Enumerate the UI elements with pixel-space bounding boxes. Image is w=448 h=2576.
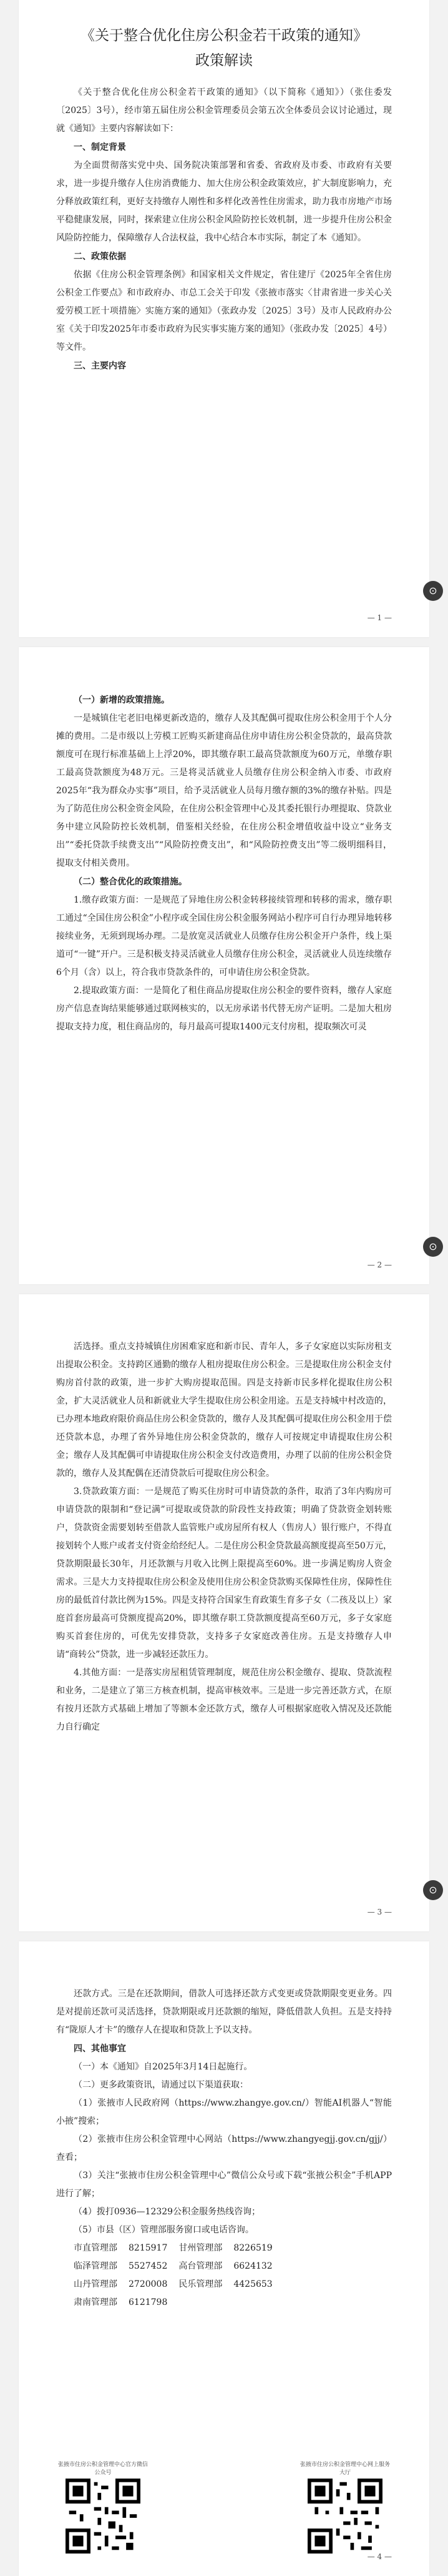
office-name: 民乐管理部 [178,2279,223,2289]
office-name: 肃南管理部 [74,2297,117,2307]
qr-caption: 张掖市住房公积金管理中心网上服务大厅 [299,2462,390,2476]
new-measures-paragraph: 一是城镇住宅老旧电梯更新改造的，缴存人及其配偶可提取住房公积金用于个人分摊的费用。二是市级以上劳模工匠购买新建商品住房申请住房公积金贷款的，最高贷款额度可在现行标准基础上上浮20%，即其缴存职工最高贷款额度为60万元，单缴存职工最高贷款额度为48万元。三是将灵活就业人员缴存住房公积金纳入市委、市政府2025年“我为群众办实事”项目，给予灵活就业人员每月缴存额的3%的缴存补贴。四是为了防范住房公积金资金风险，在住房公积金管理中心及其委托银行办理提取、贷款业务中建立风险防控长效机制，借鉴相关经验，在住房公积金增值收益中设立“业务支出”“委托贷款手续费支出”“风险防控费支出”，和“风险防控费支出”等二级明细科目，提取支付相关费用。 [56,713,392,868]
channel-5: （5）市县（区）管理部服务窗口或电话咨询。 [74,2225,254,2235]
floating-action-icon[interactable]: ⊙ [423,1880,443,1900]
office-name: 临泽管理部 [74,2261,117,2271]
floating-action-icon[interactable]: ⊙ [423,1237,443,1257]
effective-date-paragraph: （一）本《通知》自2025年3月14日起施行。 [74,2062,253,2072]
contact-row [74,2239,284,2257]
office-phone[interactable]: 2720008 [129,2279,168,2289]
office-phone[interactable]: 4425653 [233,2279,273,2289]
subsection-heading-new: （一）新增的政策措施。 [74,695,170,705]
office-name: 高台管理部 [178,2261,223,2271]
office-phone[interactable]: 5527452 [129,2261,168,2271]
qr-code-icon[interactable] [66,2479,140,2554]
page-1 [19,0,429,637]
other-policy-paragraph: 4.其他方面：一是落实房屋租赁管理制度，规范住房公积金缴存、提取、贷款流程和业务，二是建立了第三方核查机制，提高审核效率。三是进一步完善还款方式，在原有按月还款方式基础上增加了等额本金还款方式，缴存人可根据家庭收入情况及还款能力自行确定 [56,1668,392,1732]
page-number: — 3 — [367,1908,392,1916]
withdrawal-policy-paragraph: 2.提取政策方面：一是简化了租住商品房提取住房公积金的要件资料，缴存人家庭房产信息查询结果能够通过联网核实的，以无房承诺书代替无房产证明。二是加大租房提取支持力度，租住商品房的，每月最高可提取1400元支付房租，提取频次可灵 [56,986,392,1032]
contact-row [74,2294,284,2312]
office-phone[interactable]: 8226519 [233,2243,273,2253]
subsection-heading-optimized: （二）整合优化的政策措施。 [74,877,187,887]
channel-1: （1）张掖市人民政府网（https://www.zhangye.gov.cn/）智能AI机器人“智能小掖”搜索； [56,2098,392,2126]
background-paragraph: 为全面贯彻落实党中央、国务院决策部署和省委、省政府及市委、市政府有关要求，进一步提升缴存人住房消费能力、加大住房公积金政策效应，扩大制度影响力，充分释放政策红利，更好支持缴存人刚性和多样化改善性住房需求，助力我市房地产市场平稳健康发展，同时，探索建立住房公积金风险防控长效机制，进一步提升住房公积金风险防控能力，保障缴存人合法权益，我中心结合本市实际，制定了本《通知》。 [56,161,392,243]
intro-paragraph: 《关于整合优化住房公积金若干政策的通知》（以下简称《通知》）（张住委发〔2025〕3号），经市第五届住房公积金管理委员会第五次全体委员会议讨论通过，现就《通知》主要内容解读如下： [56,87,392,134]
page-2 [19,647,429,1284]
channel-3: （3）关注“张掖市住房公积金管理中心”微信公众号或下载“张掖公积金”手机APP进行了解； [56,2171,392,2199]
page-3 [19,1294,429,1931]
floating-action-icon[interactable]: ⊙ [423,581,443,601]
document-subtitle: 政策解读 [195,52,253,69]
document-title: 《关于整合优化住房公积金若干政策的通知》 [80,27,368,44]
contact-row [74,2276,284,2294]
page-number: — 4 — [367,2552,392,2561]
contact-row [74,2257,284,2276]
office-phone[interactable]: 8215917 [129,2243,168,2253]
office-name: 山丹管理部 [74,2279,117,2289]
repayment-paragraph: 还款方式。三是在还款期间，借款人可选择还款方式变更或贷款期限变更业务。四是对提前还款可灵活选择，贷款期限或月还款额的缩短，降低借款人负担。五是支持持有“陇原人才卡”的缴存人在提取和贷款上予以支持。 [56,1989,392,2035]
office-phone[interactable]: 6121798 [129,2297,168,2307]
section-heading-content: 三、主要内容 [74,361,126,371]
section-heading-other: 四、其他事宜 [74,2044,126,2054]
basis-paragraph: 依据《住房公积金管理条例》和国家相关文件规定，省住建厅《2025年全省住房公积金工作要点》和市政府办、市总工会关于印发《张掖市落实〈甘肃省进一步关心关爱劳模工匠十项措施〉实施方案的通知》（张政办发〔2025〕3号）及市人民政府办公室《关于印发2025年市委市政府为民实事实施方案的通知》（张政办发〔2025〕4号）等文件。 [56,270,392,352]
deposit-policy-paragraph: 1.缴存政策方面：一是规范了异地住房公积金转移接续管理和转移的需求，缴存职工通过“全国住房公积金”小程序或全国住房公积金服务网站小程序可自行办理异地转移接续业务，无须到现场办理。二是放宽灵活就业人员缴存住房公积金开户条件，线上渠道可“一键”开户。三是积极支持灵活就业人员缴存住房公积金，灵活就业人员连续缴存6个月（含）以上，符合我市贷款条件的，可申请住房公积金贷款。 [56,895,392,978]
qr-online-service [298,2460,392,2554]
office-phone[interactable]: 6624132 [233,2261,273,2271]
page-number: — 2 — [367,1261,392,1269]
office-name: 市直管理部 [74,2243,117,2253]
withdrawal-continued-paragraph: 活选择。重点支持城镇住房困难家庭和新市民、青年人，多子女家庭以实际房租支出提取公积金。支持跨区通勤的缴存人租房提取住房公积金。三是提取住房公积金支付购房首付款的政策，进一步扩大购房提取范围。四是支持新市民多样化提取住房公积金，扩大灵活就业人员和新就业大学生提取住房公积金用途。五是支持城中村改造的，已办理本地政府限价商品住房公积金贷款的，缴存人及其配偶可提取住房公积金用于偿还贷款本息，办理了省外异地住房公积金贷款的，缴存人可按规定申请提取住房公积金；缴存人及其配偶可申请提取住房公积金支付改造费用，办理了以前的住房公积金贷款的，缴存人及其配偶在还清贷款后可提取住房公积金。 [56,1342,392,1479]
qr-code-row [56,2460,392,2554]
qr-caption: 张掖市住房公积金管理中心官方微信公众号 [57,2462,148,2476]
channels-paragraph: （二）更多政策资讯，请通过以下渠道获取： [74,2080,248,2090]
page-4 [19,1941,429,2576]
section-heading-background: 一、制定背景 [74,142,126,152]
loan-policy-paragraph: 3.贷款政策方面：一是规范了购买住房时可申请贷款的条件，取消了3年内购房可申请贷款的限制和“登记满”可提取或贷款的阶段性支持政策；明确了贷款资金划转账户，贷款资金需要划转至借款人监管账户或房屋所有权人（售房人）银行账户，不得直接划转个人账户或者支付资金给经纪人。二是住房公积金贷款最高额度提高至50万元，贷款期限最长30年，月还款额与月收入比例上限提高至60%。进一步满足购房人资金需求。三是大力支持提取住房公积金及使用住房公积金贷款购买保障性住房，保障性住房的最低首付款比例为15%。四是支持符合国家生育政策生育多子女（二孩及以上）家庭首套房最高可贷额度提高20%，即其缴存职工贷款额度提高至60万元，多子女家庭购买首套住房的，可优先安排贷款，支持多子女家庭改善住房。五是支持缴存人申请“商转公”贷款，进一步减轻还款压力。 [56,1487,392,1660]
office-name: 甘州管理部 [178,2243,223,2253]
channel-4: （4）拨打0936—12329公积金服务热线咨询； [74,2207,261,2217]
page-number: — 1 — [367,613,392,622]
channel-2: （2）张掖市住房公积金管理中心网站（https://www.zhangyegjj.gov.cn/gjj/）查看； [56,2134,392,2162]
contact-table [74,2239,392,2312]
qr-code-icon[interactable] [308,2479,382,2554]
qr-wechat [56,2460,150,2554]
section-heading-basis: 二、政策依据 [74,252,126,262]
